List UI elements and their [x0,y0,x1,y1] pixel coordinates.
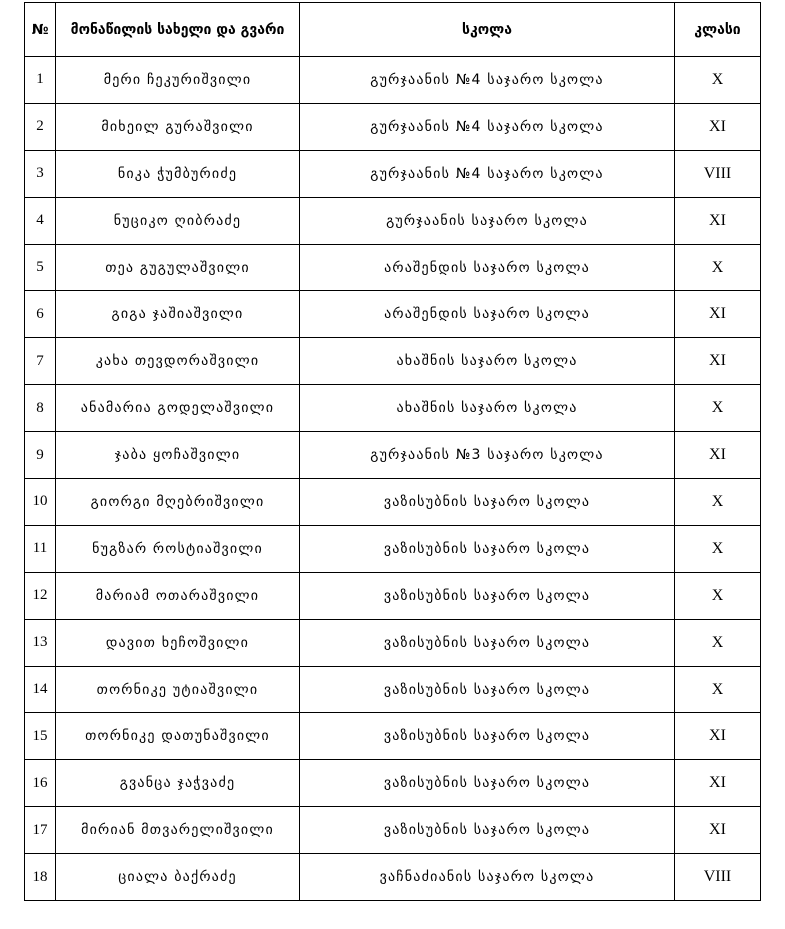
table-row [25,666,761,713]
table-row [25,619,761,666]
table-row [25,432,761,479]
table-row [25,760,761,807]
row-number: 15 [25,713,56,760]
grade: X [675,666,761,713]
header-school: სკოლა [300,3,675,57]
table-row [25,103,761,150]
table-row [25,244,761,291]
table-row [25,479,761,526]
participant-name: ციალა ბაქრაძე [56,854,300,901]
table-row [25,525,761,572]
participant-name: თეა გუგულაშვილი [56,244,300,291]
school-name: გურჯაანის №4 საჯარო სკოლა [300,150,675,197]
row-number: 6 [25,291,56,338]
table-row [25,197,761,244]
grade: XI [675,713,761,760]
participant-name: ნიკა ჭუმბურიძე [56,150,300,197]
grade: XI [675,291,761,338]
header-row [25,3,761,57]
school-name: ვაზისუბნის საჯარო სკოლა [300,807,675,854]
grade: XI [675,432,761,479]
row-number: 3 [25,150,56,197]
table-header [25,3,761,57]
row-number: 14 [25,666,56,713]
participant-name: მირიან მთვარელიშვილი [56,807,300,854]
grade: X [675,244,761,291]
grade: X [675,525,761,572]
grade: VIII [675,150,761,197]
table-row [25,572,761,619]
grade: X [675,479,761,526]
participant-name: თორნიკე უტიაშვილი [56,666,300,713]
grade: X [675,385,761,432]
row-number: 10 [25,479,56,526]
grade: X [675,57,761,104]
row-number: 2 [25,103,56,150]
row-number: 1 [25,57,56,104]
school-name: გურჯაანის №4 საჯარო სკოლა [300,103,675,150]
school-name: ვაზისუბნის საჯარო სკოლა [300,479,675,526]
row-number: 8 [25,385,56,432]
grade: XI [675,807,761,854]
row-number: 9 [25,432,56,479]
school-name: ახაშნის საჯარო სკოლა [300,385,675,432]
participant-name: გიგა ჯაშიაშვილი [56,291,300,338]
school-name: ვაზისუბნის საჯარო სკოლა [300,619,675,666]
participant-name: თორნიკე დათუნაშვილი [56,713,300,760]
table-body [25,57,761,901]
participant-name: ნუგზარ როსტიაშვილი [56,525,300,572]
participant-name: კახა თევდორაშვილი [56,338,300,385]
grade: VIII [675,854,761,901]
school-name: ვაზისუბნის საჯარო სკოლა [300,666,675,713]
row-number: 4 [25,197,56,244]
row-number: 17 [25,807,56,854]
table-row [25,807,761,854]
row-number: 11 [25,525,56,572]
school-name: ვაზისუბნის საჯარო სკოლა [300,525,675,572]
header-name: მონაწილის სახელი და გვარი [56,3,300,57]
school-name: ვაჩნაძიანის საჯარო სკოლა [300,854,675,901]
row-number: 7 [25,338,56,385]
school-name: ახაშნის საჯარო სკოლა [300,338,675,385]
school-name: გურჯაანის №4 საჯარო სკოლა [300,57,675,104]
grade: X [675,619,761,666]
participant-name: გიორგი მღებრიშვილი [56,479,300,526]
school-name: არაშენდის საჯარო სკოლა [300,244,675,291]
header-grade: კლასი [675,3,761,57]
participant-name: გვანცა ჯაჭვაძე [56,760,300,807]
table-row [25,385,761,432]
table-row [25,338,761,385]
participant-name: მარიამ ოთარაშვილი [56,572,300,619]
school-name: ვაზისუბნის საჯარო სკოლა [300,572,675,619]
grade: XI [675,197,761,244]
row-number: 12 [25,572,56,619]
participant-name: მიხეილ გურაშვილი [56,103,300,150]
grade: XI [675,338,761,385]
school-name: გურჯაანის №3 საჯარო სკოლა [300,432,675,479]
table-row [25,57,761,104]
grade: X [675,572,761,619]
row-number: 13 [25,619,56,666]
row-number: 5 [25,244,56,291]
table-row [25,854,761,901]
participant-name: დავით ხეჩოშვილი [56,619,300,666]
header-number: № [25,3,56,57]
row-number: 16 [25,760,56,807]
grade: XI [675,760,761,807]
participant-name: ნუციკო ღიბრაძე [56,197,300,244]
participants-table [24,2,761,901]
participant-name: მერი ჩეკურიშვილი [56,57,300,104]
school-name: ვაზისუბნის საჯარო სკოლა [300,760,675,807]
table-row [25,291,761,338]
school-name: ვაზისუბნის საჯარო სკოლა [300,713,675,760]
table-row [25,713,761,760]
school-name: გურჯაანის საჯარო სკოლა [300,197,675,244]
participant-name: ანამარია გოდელაშვილი [56,385,300,432]
row-number: 18 [25,854,56,901]
school-name: არაშენდის საჯარო სკოლა [300,291,675,338]
grade: XI [675,103,761,150]
table-row [25,150,761,197]
participant-name: ჯაბა ყოჩაშვილი [56,432,300,479]
